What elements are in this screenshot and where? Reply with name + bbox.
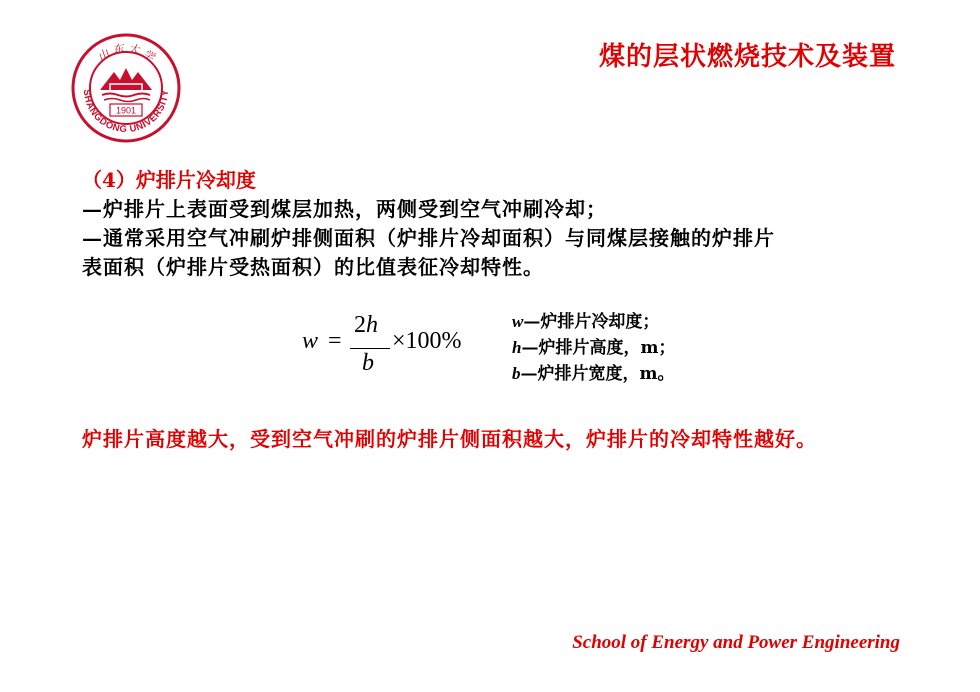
section-title: （4）炉排片冷却度 (82, 168, 256, 192)
formula-equals: = (328, 328, 342, 354)
formula-legend (512, 309, 675, 387)
legend-symbol: h (512, 338, 522, 357)
formula-numerator-coef: 2 (354, 312, 366, 338)
fraction-bar (350, 348, 390, 349)
body-text (82, 166, 902, 282)
footer-school-name: School of Energy and Power Engineering (572, 632, 900, 653)
formula-numerator (354, 312, 378, 339)
paragraph-line-1: —炉排片上表面受到煤层加热，两侧受到空气冲刷冷却； (82, 197, 607, 221)
legend-symbol: w (512, 312, 524, 331)
legend-item (512, 309, 675, 335)
formula-factor: ×100% (392, 328, 462, 354)
conclusion-text: 炉排片高度越大，受到空气冲刷的炉排片侧面积越大，炉排片的冷却特性越好。 (82, 427, 817, 451)
legend-text: —炉排片宽度，m。 (520, 364, 675, 384)
legend-item (512, 335, 675, 361)
cooling-formula (300, 312, 480, 384)
university-logo (70, 32, 182, 144)
paragraph-line-2: —通常采用空气冲刷炉排侧面积（炉排片冷却面积）与同煤层接触的炉排片 (82, 226, 775, 250)
university-seal-icon (70, 32, 182, 144)
formula-denominator: b (362, 350, 374, 376)
legend-text: —炉排片高度，m； (521, 338, 676, 358)
legend-text: —炉排片冷却度； (523, 312, 660, 332)
legend-symbol: b (512, 364, 521, 383)
formula-numerator-var: h (366, 312, 378, 338)
logo-arc-text: SHANGDONG UNIVERSITY (80, 88, 172, 136)
slide-title: 煤的层状燃烧技术及装置 (598, 42, 896, 72)
paragraph-line-3: 表面积（炉排片受热面积）的比值表征冷却特性。 (82, 255, 544, 279)
legend-item (512, 361, 675, 387)
logo-top-text: 山 东 大 学 (95, 41, 157, 64)
formula-lhs: w (302, 328, 319, 354)
svg-text:山 东 大 学 (95, 42, 158, 65)
logo-year: 1901 (115, 105, 137, 116)
